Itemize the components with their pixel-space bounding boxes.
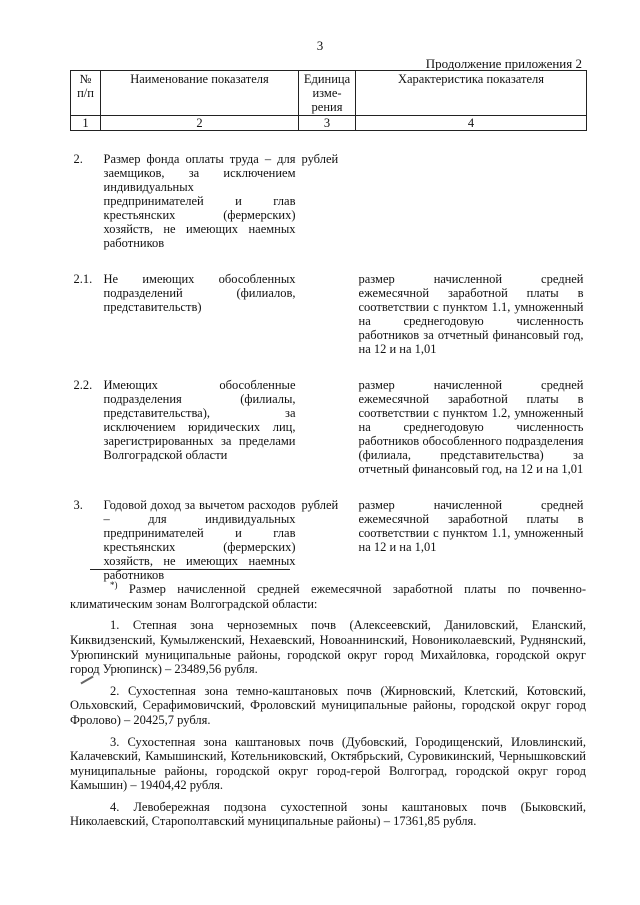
- row-name: Размер фонда оплаты труда – для заемщиков, за исключением индивидуальных предпринимателей и глав крестьянских (фермерских) хозяйств, не имеющих наемных работников: [103, 152, 296, 250]
- row-number: 2.: [73, 152, 83, 166]
- row-name: Годовой доход за вычетом расходов – для индивидуальных предпринимателей и глав крестьянских (фермерских) хозяйств, не имеющих наемных работников: [103, 498, 296, 582]
- row-unit: рублей: [301, 152, 339, 166]
- column-number: 1: [71, 116, 101, 131]
- footnote-item: 3. Сухостепная зона каштановых почв (Дубовский, Городищенский, Иловлинский, Калачевский, Камышинский, Котельниковский, Октябрьский, Суровикинский, Чернышковский муниципальные районы, городской округ город-герой Волгоград, городской округ город Камышин) – 19404,42 рубля.: [70, 734, 586, 793]
- row-characteristic: размер начисленной средней ежемесячной заработной платы в соответствии с пунктом 1.1, умноженный на среднегодовую численность работников за отчетный финансовый год, на 12 и на 1,01: [358, 272, 584, 356]
- table-row: [71, 271, 587, 357]
- header-number: № п/п: [71, 71, 101, 116]
- footnote-item: 1. Степная зона черноземных почв (Алексеевский, Даниловский, Еланский, Киквидзенский, Кумылженский, Нехаевский, Новоаннинский, Новониколаевский, Руднянский, Урюпинский муниципальные районы, городской округ город Михайловка, городской округ город Урюпинск) – 23489,56 рубля.: [70, 618, 586, 677]
- page-number: 3: [316, 38, 324, 53]
- row-number: 2.1.: [73, 272, 93, 286]
- row-characteristic: [356, 151, 587, 251]
- continuation-label: Продолжение приложения 2: [425, 56, 582, 71]
- table-row: [71, 151, 587, 251]
- footnote-intro-text: Размер начисленной средней ежемесячной заработной платы по почвенно-климатическим зонам Волгоградской области:: [70, 582, 587, 611]
- indicators-table: [70, 70, 587, 583]
- footnotes: [70, 578, 586, 836]
- column-number: 2: [101, 116, 299, 131]
- header-name: Наименование показателя: [101, 71, 299, 116]
- row-characteristic: размер начисленной средней ежемесячной заработной платы в соответствии с пунктом 1.1, умноженный на 12 и на 1,01: [358, 498, 584, 554]
- row-unit: [299, 271, 356, 357]
- footnote-item: 2. Сухостепная зона темно-каштановых почв (Жирновский, Клетский, Котовский, Ольховский, Серафимовичский, Фроловский муниципальные районы, городской округ город Фролово) – 20425,7 рубля.: [70, 683, 586, 727]
- row-name: Не имеющих обособленных подразделений (филиалов, представительств): [103, 272, 296, 314]
- row-name: Имеющих обособленные подразделения (филиалы, представительства), за исключением юридических лиц, зарегистрированных за пределами Волгоградской области: [103, 378, 296, 462]
- footnote-divider: [90, 569, 290, 570]
- footnote-intro: [70, 578, 586, 611]
- header-characteristic: Характеристика показателя: [356, 71, 587, 116]
- footnote-item: 4. Левобережная подзона сухостепной зоны каштановых почв (Быковский, Николаевский, Старополтавский муниципальные районы) – 17361,85 рубля.: [70, 799, 586, 829]
- footnote-marker: *): [110, 580, 118, 590]
- row-unit: [299, 377, 356, 477]
- table-row: [71, 377, 587, 477]
- header-unit: Единица изме-рения: [299, 71, 356, 116]
- row-unit: рублей: [301, 498, 339, 512]
- row-characteristic: размер начисленной средней ежемесячной заработной платы в соответствии с пунктом 1.2, умноженный на среднегодовую численность работников обособленного подразделения (филиала, представительства) за отчетный финансовый год, на 12 и на 1,01: [358, 378, 584, 476]
- column-numbers-row: [71, 116, 587, 131]
- column-number: 4: [356, 116, 587, 131]
- table-header-row: [71, 71, 587, 116]
- row-number: 3.: [73, 498, 83, 512]
- column-number: 3: [299, 116, 356, 131]
- table-row: [71, 497, 587, 583]
- row-number: 2.2.: [73, 378, 93, 392]
